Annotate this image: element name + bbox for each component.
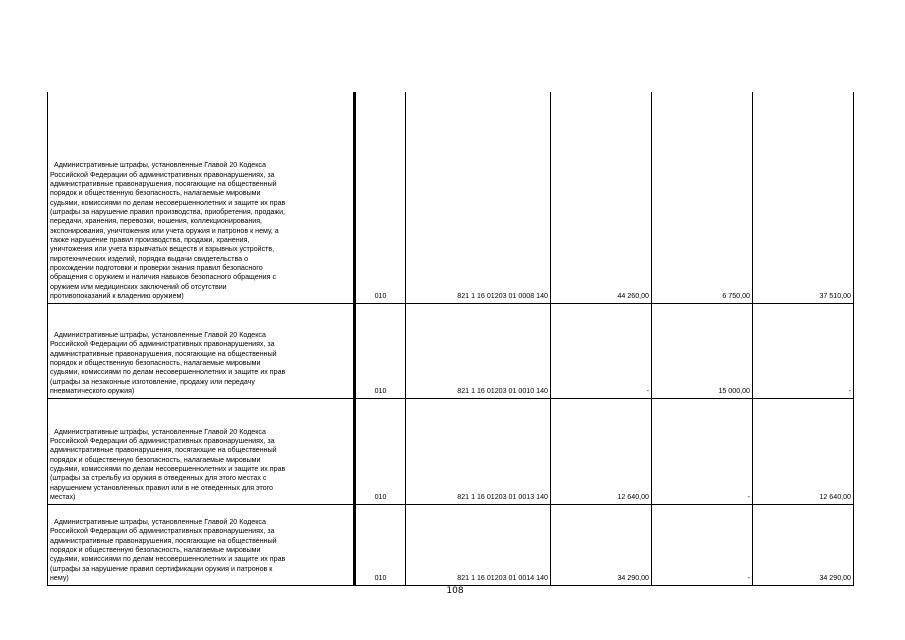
row-kbk-code: 821 1 16 01203 01 0010 140 — [406, 303, 551, 398]
description-line: порядок и общественную безопасность, налагаемые мировыми — [50, 359, 261, 368]
description-line: Российской Федерации об административных правонарушениях, за — [50, 170, 275, 179]
description-line: судьями, комиссиями по делам несовершеннолетних и защите их прав — [50, 465, 286, 474]
description-line: порядок и общественную безопасность, налагаемые мировыми — [50, 189, 261, 198]
row-description — [48, 303, 355, 398]
description-line: судьями, комиссиями по делам несовершеннолетних и защите их прав — [50, 198, 286, 207]
row-executed-amount: 6 750,00 — [652, 92, 753, 303]
row-executed-amount: - — [652, 398, 753, 504]
description-line: порядок и общественную безопасность, налагаемые мировыми — [50, 455, 261, 464]
report-table-body — [48, 92, 854, 585]
description-line: судьями, комиссиями по делам несовершеннолетних и защите их прав — [50, 555, 286, 564]
description-line: пиротехнических изделий, порядка выдачи свидетельства о — [50, 254, 249, 263]
table-row — [48, 303, 854, 398]
description-line: административные правонарушения, посягающие на общественный — [50, 180, 277, 189]
page-number: 108 — [446, 586, 464, 596]
row-kbk-code: 821 1 16 01203 01 0008 140 — [406, 92, 551, 303]
description-line: административные правонарушения, посягающие на общественный — [50, 446, 277, 455]
description-line: (штрафы за незаконные изготовление, продажу или передачу — [50, 377, 255, 386]
row-line-code: 010 — [355, 398, 406, 504]
row-line-code: 010 — [355, 92, 406, 303]
row-executed-amount: 15 000,00 — [652, 303, 753, 398]
row-approved-amount: 44 260,00 — [551, 92, 652, 303]
row-description — [48, 92, 355, 303]
description-line: нарушением установленных правил или в не отведенных для этого — [50, 483, 273, 492]
table-row — [48, 504, 854, 585]
row-unexecuted-amount: 34 290,00 — [753, 504, 854, 585]
description-line: передачи, хранения, перевозки, ношения, коллекционирования, — [50, 217, 263, 226]
revenue-report-table — [47, 92, 854, 586]
row-kbk-code: 821 1 16 01203 01 0013 140 — [406, 398, 551, 504]
table-row — [48, 398, 854, 504]
description-line: пневматического оружия) — [50, 387, 135, 396]
description-line: Административные штрафы, установленные Главой 20 Кодекса — [54, 518, 266, 527]
row-description — [48, 504, 355, 585]
row-unexecuted-amount: 12 640,00 — [753, 398, 854, 504]
description-line: противопоказаний к владению оружием) — [50, 292, 184, 301]
description-line: экспонирования, уничтожения или учета оружия и патронов к нему, а — [50, 226, 279, 235]
row-description — [48, 398, 355, 504]
row-approved-amount: 12 640,00 — [551, 398, 652, 504]
row-unexecuted-amount: 37 510,00 — [753, 92, 854, 303]
description-line: обращения с оружием и наличия навыков безопасного обращения с — [50, 273, 276, 282]
description-line: административные правонарушения, посягающие на общественный — [50, 349, 277, 358]
description-line: также нарушение правил производства, продажи, хранения, — [50, 236, 250, 245]
description-line: порядок и общественную безопасность, налагаемые мировыми — [50, 546, 261, 555]
table-row — [48, 92, 854, 303]
description-line: Административные штрафы, установленные Главой 20 Кодекса — [54, 331, 266, 340]
description-line: Российской Федерации об административных правонарушениях, за — [50, 340, 275, 349]
description-line: административные правонарушения, посягающие на общественный — [50, 536, 277, 545]
row-executed-amount: - — [652, 504, 753, 585]
row-kbk-code: 821 1 16 01203 01 0014 140 — [406, 504, 551, 585]
description-line: (штрафы за нарушение правил производства, приобретения, продажи, — [50, 208, 286, 217]
description-line: (штрафы за нарушение правил сертификации оружия и патронов к — [50, 564, 273, 573]
row-unexecuted-amount: - — [753, 303, 854, 398]
row-approved-amount: - — [551, 303, 652, 398]
description-line: оружием или медицинских заключений об отсутствии — [50, 282, 227, 291]
description-line: Российской Федерации об административных правонарушениях, за — [50, 437, 275, 446]
description-line: нему) — [50, 574, 69, 583]
description-line: Административные штрафы, установленные Главой 20 Кодекса — [54, 161, 266, 170]
description-line: Административные штрафы, установленные Главой 20 Кодекса — [54, 427, 266, 436]
description-line: Российской Федерации об административных правонарушениях, за — [50, 527, 275, 536]
description-line: (штрафы за стрельбу из оружия в отведенных для этого местах с — [50, 474, 267, 483]
row-line-code: 010 — [355, 303, 406, 398]
row-line-code: 010 — [355, 504, 406, 585]
description-line: судьями, комиссиями по делам несовершеннолетних и защите их прав — [50, 368, 286, 377]
description-line: местах) — [50, 493, 76, 502]
description-line: уничтожения или учета взрывчатых веществ и взрывных устройств, — [50, 245, 275, 254]
row-approved-amount: 34 290,00 — [551, 504, 652, 585]
description-line: прохождении подготовки и проверки знания правил безопасного — [50, 264, 263, 273]
